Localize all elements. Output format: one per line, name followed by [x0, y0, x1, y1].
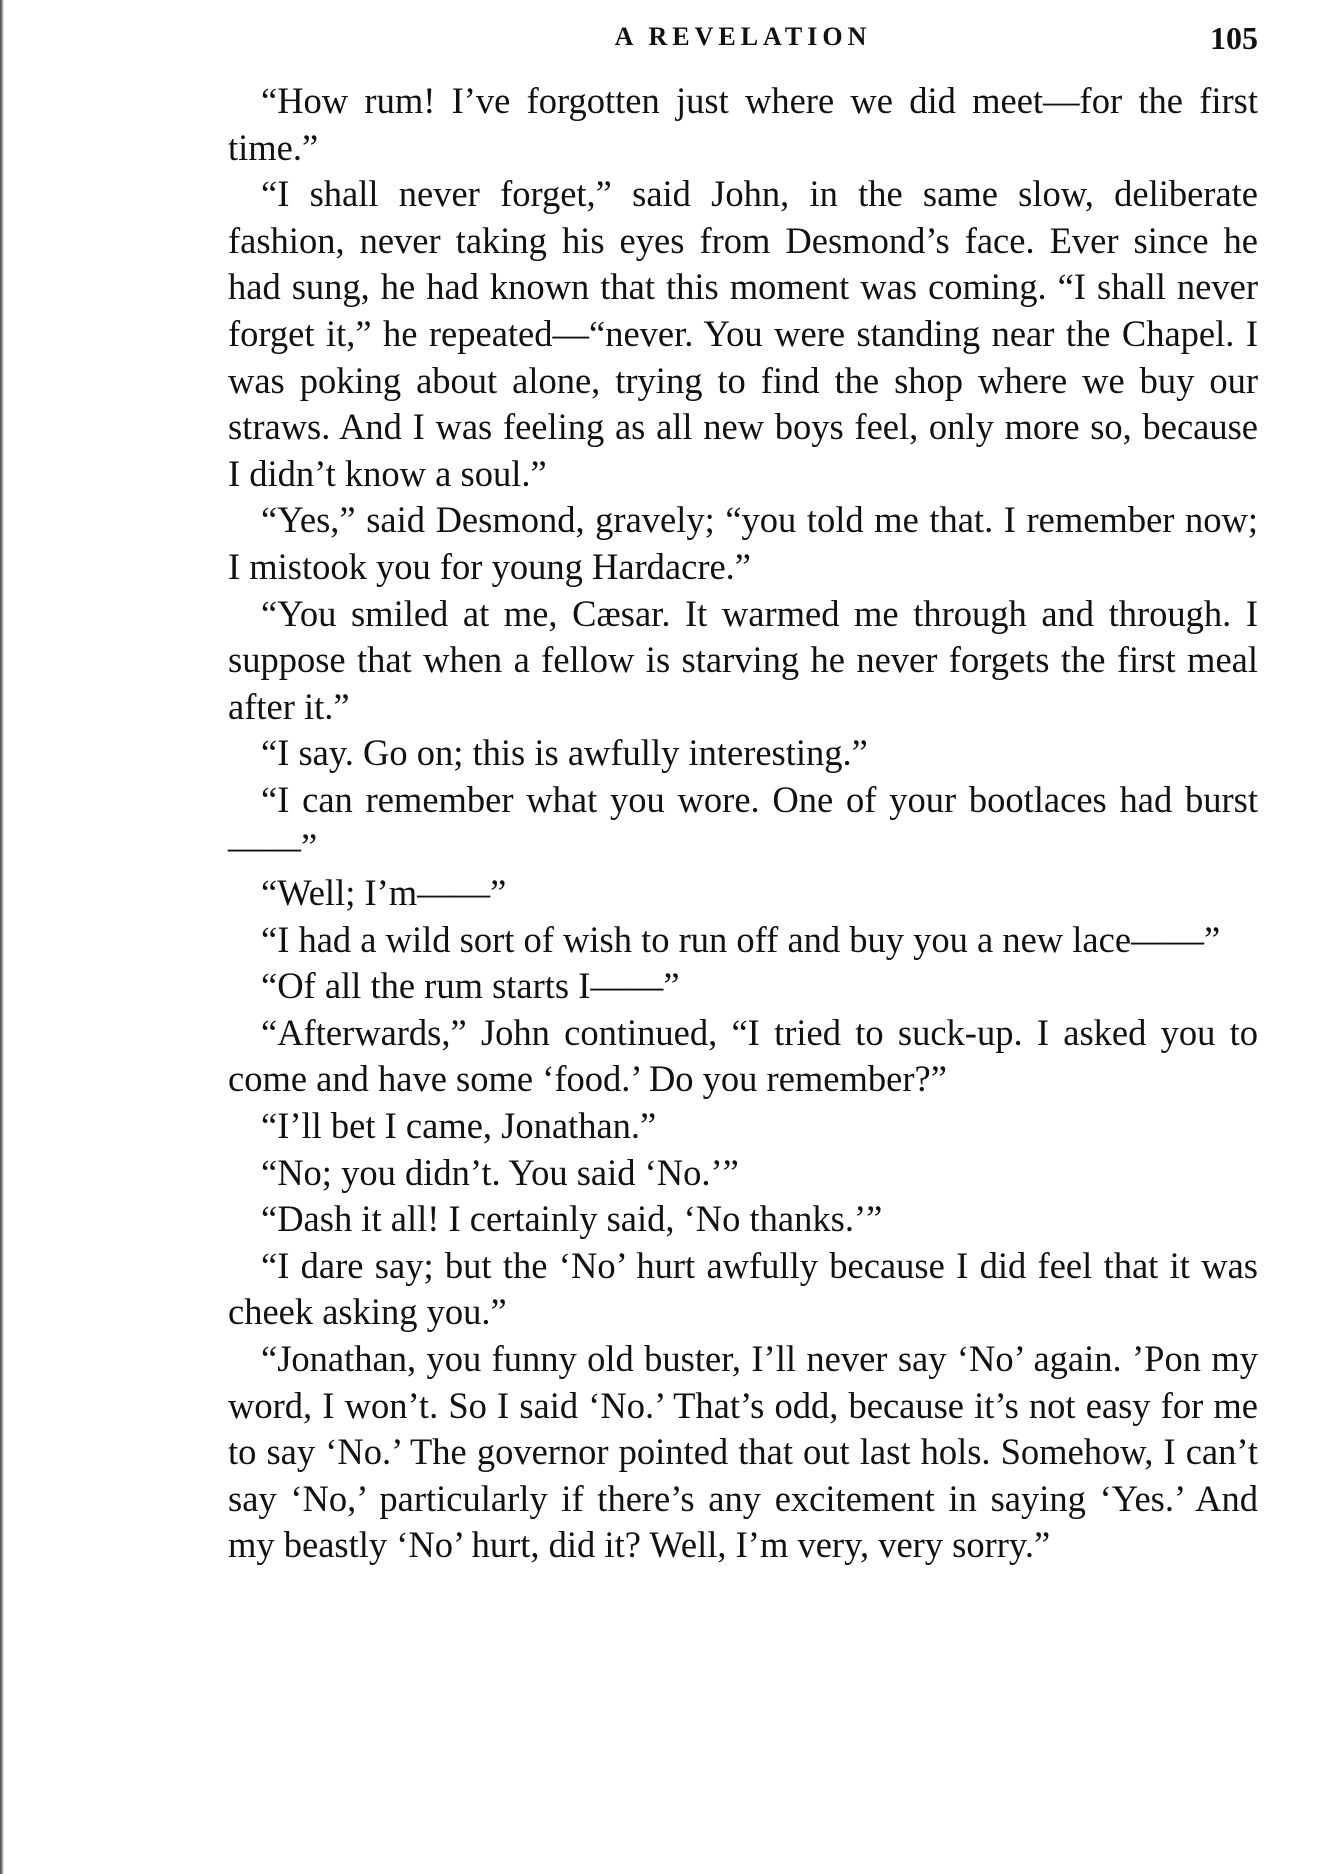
- paragraph: “I can remember what you wore. One of your bootlaces had burst——”: [228, 778, 1258, 867]
- paragraph: “I had a wild sort of wish to run off and buy you a new lace——”: [261, 918, 1221, 960]
- page-number: 105: [1210, 20, 1258, 56]
- paragraph: “Dash it all! I certainly said, ‘No thanks.’”: [261, 1198, 883, 1240]
- paragraph: “You smiled at me, Cæsar. It warmed me through and through. I suppose that when a fellow is starving he never forgets the first meal after it.”: [228, 592, 1258, 727]
- paragraph: “I shall never forget,” said John, in the same slow, deliberate fashion, never taking his eyes from Desmond’s face. Ever since he had sung, he had known that this moment was coming. “I shall never forget it,” he repeated—“never. You were standing near the Chapel. I was poking about alone, trying to find the shop where we buy our straws. And I was feeling as all new boys feel, only more so, because I didn’t know a soul.”: [228, 173, 1258, 494]
- paragraph: “No; you didn’t. You said ‘No.’”: [261, 1151, 739, 1193]
- paragraph: “How rum! I’ve forgotten just where we did meet—for the first time.”: [228, 80, 1258, 168]
- running-head: [228, 20, 1258, 60]
- paragraph: “Jonathan, you funny old buster, I’ll never say ‘No’ again. ’Pon my word, I won’t. So I said ‘No.’ That’s odd, because it’s not easy for me to say ‘No.’ The governor pointed that out last hols. Somehow, I can’t say ‘No,’ particularly if there’s any excitement in saying ‘Yes.’ And my beastly ‘No’ hurt, did it? Well, I’m very, very sorry.”: [228, 1338, 1258, 1566]
- paragraph: “Well; I’m——”: [261, 872, 507, 914]
- paragraph: “Afterwards,” John continued, “I tried to suck-up. I asked you to come and have some ‘food.’ Do you remember?”: [228, 1011, 1258, 1100]
- page-binding-edge: [0, 0, 4, 1874]
- paragraph: “Of all the rum starts I——”: [261, 965, 680, 1007]
- paragraph: “I dare say; but the ‘No’ hurt awfully because I did feel that it was cheek asking you.”: [228, 1244, 1258, 1333]
- paragraph: “I say. Go on; this is awfully interesting.”: [261, 732, 868, 774]
- body-text: [228, 78, 1258, 1569]
- paragraph: “I’ll bet I came, Jonathan.”: [261, 1105, 657, 1147]
- paragraph: “Yes,” said Desmond, gravely; “you told me that. I remember now; I mistook you for young Hardacre.”: [228, 499, 1258, 587]
- running-title: A REVELATION: [614, 22, 872, 51]
